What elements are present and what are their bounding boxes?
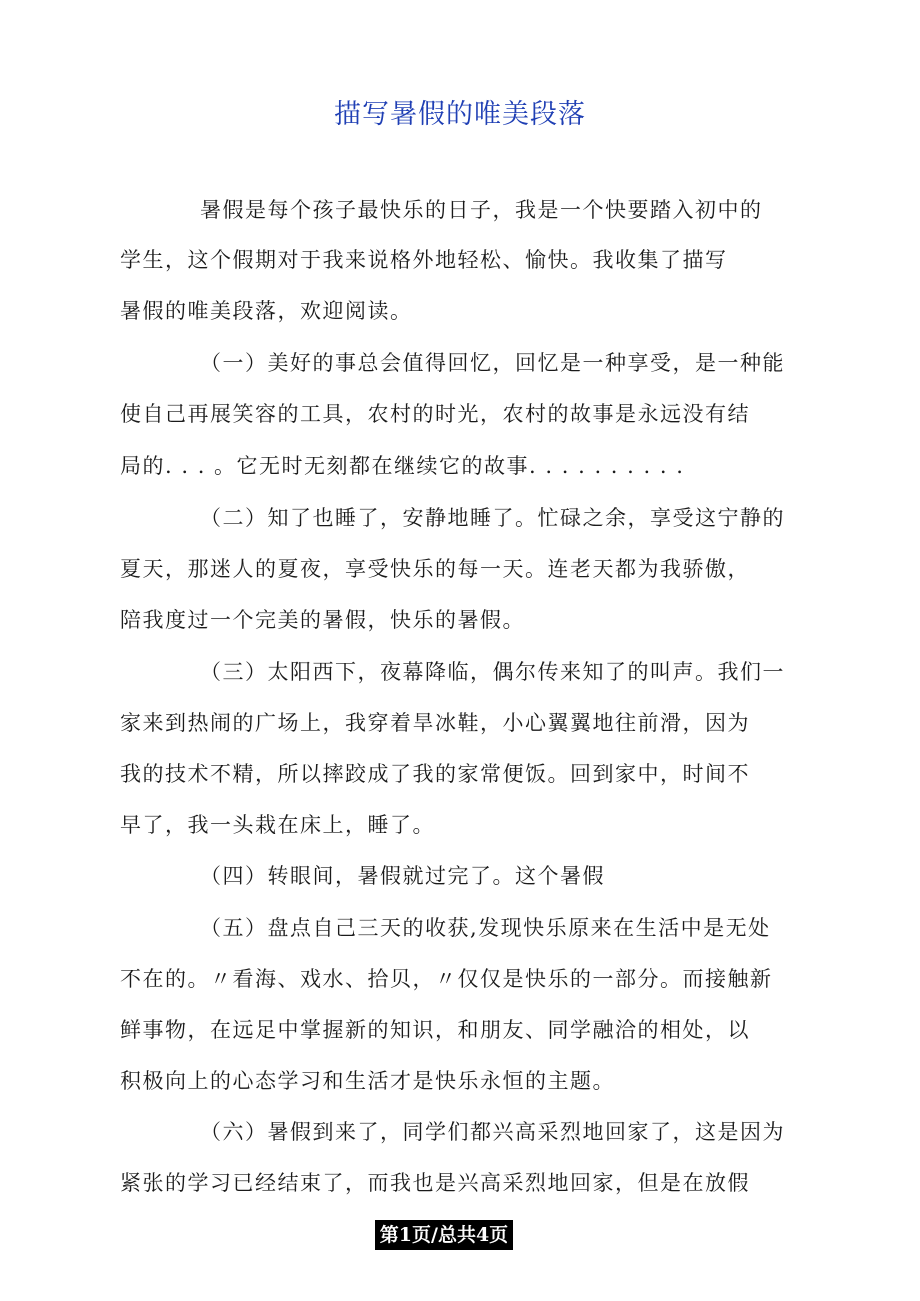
paragraph-line: 不在的。〃看海、戏水、拾贝，〃仅仅是快乐的一部分。而接触新: [120, 967, 773, 991]
paragraph-line: （二）知了也睡了，安静地睡了。忙碌之余，享受这宁静的: [200, 506, 785, 530]
paragraph-line: （六）暑假到来了，同学们都兴高采烈地回家了，这是因为: [200, 1120, 785, 1144]
page-title: 描写暑假的唯美段落: [334, 99, 586, 130]
paragraph-line: 使自己再展笑容的工具，农村的时光，农村的故事是永远没有结: [120, 402, 750, 426]
paragraph-line: 暑假是每个孩子最快乐的日子，我是一个快要踏入初中的: [200, 198, 763, 222]
paragraph-line: 我的技术不精，所以摔跤成了我的家常便饭。回到家中，时间不: [120, 762, 750, 786]
paragraph-line: 鲜事物，在远足中掌握新的知识，和朋友、同学融洽的相处，以: [120, 1018, 750, 1042]
paragraph-line: （四）转眼间，暑假就过完了。这个暑假: [200, 864, 605, 888]
paragraph-line: （五）盘点自己三天的收获,发现快乐原来在生活中是无处: [200, 916, 771, 940]
paragraph-line: 夏天，那迷人的夏夜，享受快乐的每一天。连老天都为我骄傲，: [120, 557, 750, 581]
paragraph-line: （三）太阳西下，夜幕降临，偶尔传来知了的叫声。我们一: [200, 660, 785, 684]
page-number-footer: 第1页/总共4页: [375, 1220, 513, 1250]
paragraph-line: 积极向上的心态学习和生活才是快乐永恒的主题。: [120, 1069, 615, 1093]
paragraph-line: 局的. . . 。它无时无刻都在继续它的故事. . . . . . . . . .: [120, 454, 685, 478]
paragraph-line: 学生，这个假期对于我来说格外地轻松、愉快。我收集了描写: [120, 248, 728, 272]
paragraph-line: 陪我度过一个完美的暑假，快乐的暑假。: [120, 608, 525, 632]
paragraph-line: 家来到热闹的广场上，我穿着旱冰鞋，小心翼翼地往前滑，因为: [120, 711, 750, 735]
paragraph-line: （一）美好的事总会值得回忆，回忆是一种享受，是一种能: [200, 351, 785, 375]
paragraph-line: 紧张的学习已经结束了，而我也是兴高采烈地回家，但是在放假: [120, 1171, 750, 1195]
paragraph-line: 暑假的唯美段落，欢迎阅读。: [120, 299, 413, 323]
paragraph-line: 早了，我一头栽在床上，睡了。: [120, 813, 435, 837]
